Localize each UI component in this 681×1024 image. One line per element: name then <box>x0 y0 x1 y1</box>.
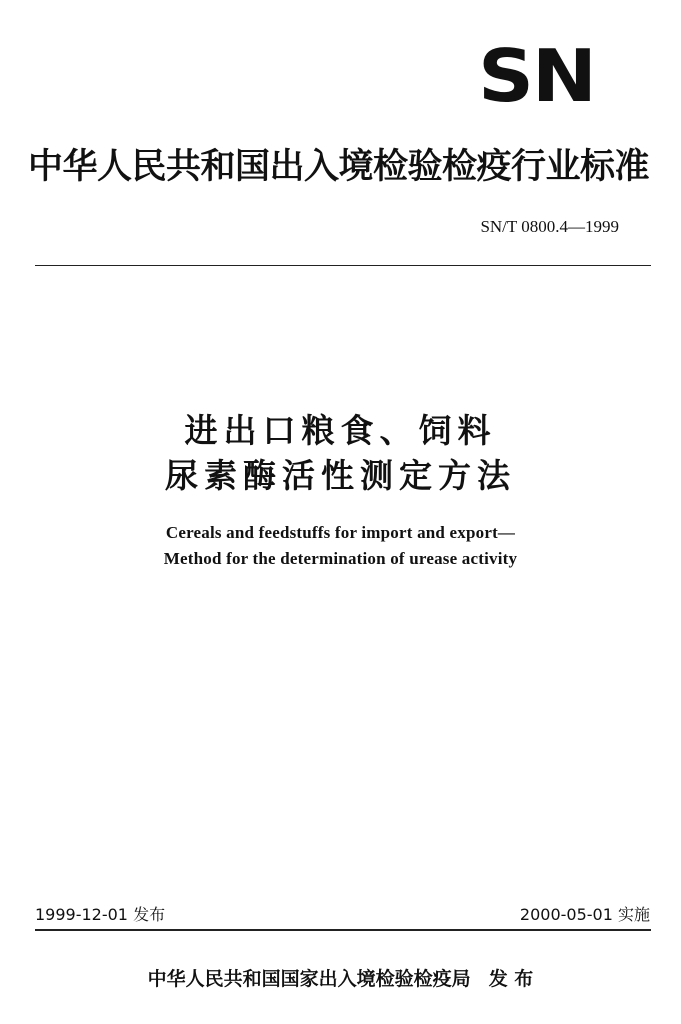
chinese-title-line-2: 尿素酶活性测定方法 <box>165 456 516 495</box>
top-divider <box>35 265 651 266</box>
sn-logo: SN <box>478 34 595 118</box>
english-title-line-1: Cereals and feedstuffs for import and export— <box>165 523 516 542</box>
issuer <box>0 967 681 991</box>
implementation-date: 2000-05-01 实施 <box>519 905 650 924</box>
issuer-action: 发 布 <box>488 968 534 990</box>
issue-date: 1999-12-01 发布 <box>35 905 166 924</box>
issuer-name: 中华人民共和国国家出入境检验检疫局 <box>147 968 471 990</box>
standard-number: SN/T 0800.4—1999 <box>480 217 619 236</box>
english-title-line-2: Method for the determination of urease activity <box>163 549 518 568</box>
bottom-divider <box>35 929 651 931</box>
chinese-title-line-1: 进出口粮食、饲料 <box>184 411 497 450</box>
organization-title: 中华人民共和国出入境检验检疫行业标准 <box>28 147 650 187</box>
